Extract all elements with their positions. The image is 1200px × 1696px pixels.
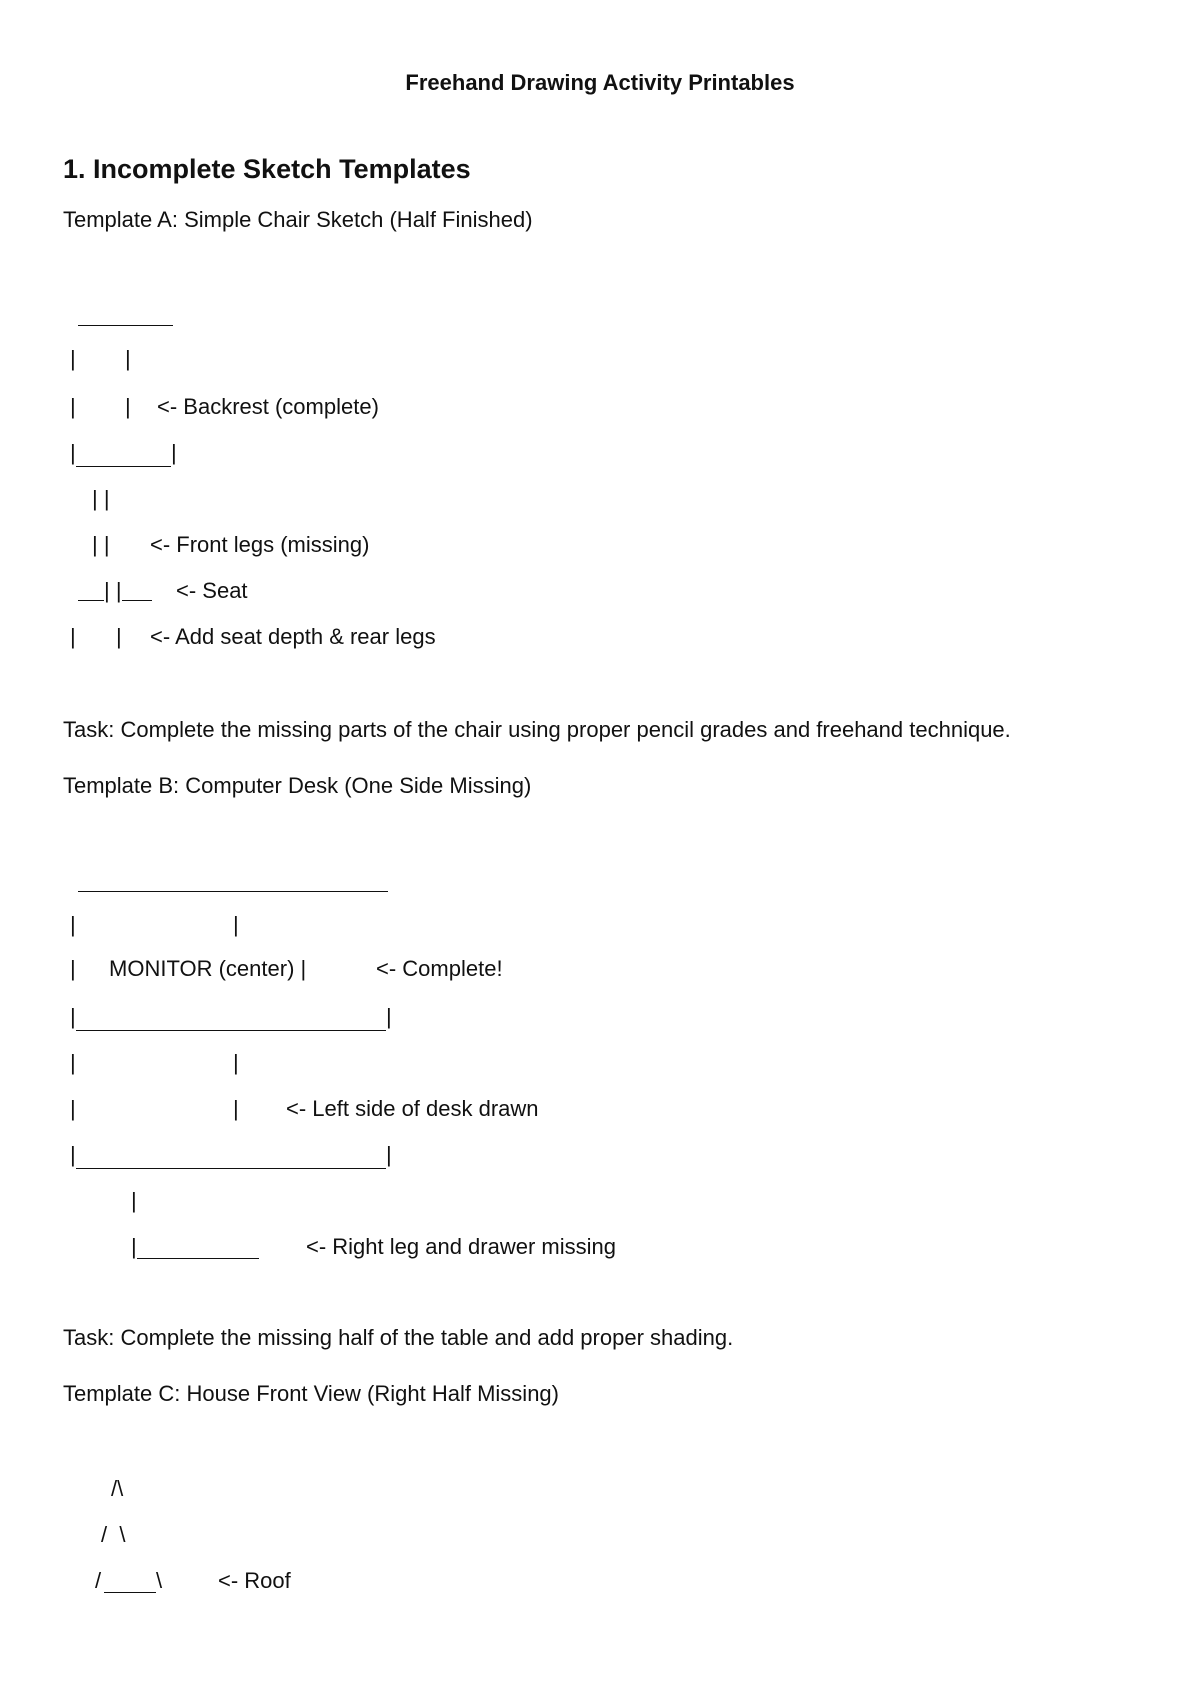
left-side-note: <- Left side of desk drawn: [286, 1096, 539, 1121]
chair-post: | |: [92, 486, 110, 511]
template-b-task: Task: Complete the missing half of the table and add proper shading.: [63, 1325, 734, 1350]
desk-monitor-bottom-right: |: [386, 1004, 392, 1029]
chair-backrest-left-edge: |: [70, 394, 76, 419]
chair-leg-left: |: [70, 624, 76, 649]
template-b-label: Template B: Computer Desk (One Side Missing): [63, 773, 532, 798]
roof-left-edge: /: [95, 1568, 102, 1593]
chair-leg-right: |: [116, 624, 122, 649]
roof-note: <- Roof: [218, 1568, 291, 1593]
roof-base-line: [104, 1592, 156, 1593]
template-c-label: Template C: House Front View (Right Half Missing): [63, 1381, 559, 1406]
chair-backrest-left-edge: |: [70, 346, 76, 371]
desk-bottom-left: |: [70, 1142, 76, 1167]
desk-monitor-inner-edge: |: [233, 912, 239, 937]
chair-seat-left-line: [78, 600, 104, 601]
desk-monitor-left-edge: |: [70, 956, 76, 981]
chair-post: | |: [92, 532, 110, 557]
chair-seat-post: | |: [104, 578, 122, 603]
desk-monitor-top-line: [78, 891, 388, 892]
rear-legs-note: <- Add seat depth & rear legs: [150, 624, 436, 649]
desk-monitor-bottom-left: |: [70, 1004, 76, 1029]
chair-backrest-top-line: [78, 325, 173, 326]
chair-backrest-bottom-line: [76, 466, 171, 467]
complete-note: <- Complete!: [376, 956, 503, 981]
desk-drawer-line: [137, 1258, 259, 1259]
template-a-task: Task: Complete the missing parts of the chair using proper pencil grades and freehand technique.: [63, 717, 1011, 742]
desk-monitor-left-edge: |: [70, 912, 76, 937]
roof-right-edge: \: [156, 1568, 163, 1593]
chair-backrest-bottom-left: |: [70, 440, 76, 465]
desk-monitor-bottom-line: [76, 1030, 386, 1031]
chair-seat-right-line: [122, 600, 152, 601]
front-legs-note: <- Front legs (missing): [150, 532, 370, 557]
desk-leg: |: [131, 1234, 137, 1259]
seat-note: <- Seat: [176, 578, 248, 603]
backrest-note: <- Backrest (complete): [157, 394, 379, 419]
desk-left-side-edge: |: [70, 1050, 76, 1075]
desk-leg: |: [131, 1188, 137, 1213]
template-a-label: Template A: Simple Chair Sketch (Half Finished): [63, 207, 533, 232]
document-title: Freehand Drawing Activity Printables: [405, 70, 795, 95]
right-leg-note: <- Right leg and drawer missing: [306, 1234, 616, 1259]
roof-slope: / \: [101, 1522, 126, 1547]
section-heading: 1. Incomplete Sketch Templates: [63, 154, 471, 184]
desk-left-side-edge: |: [70, 1096, 76, 1121]
monitor-text: MONITOR (center) |: [109, 956, 307, 981]
desk-left-side-inner: |: [233, 1050, 239, 1075]
desk-bottom-right: |: [386, 1142, 392, 1167]
chair-backrest-bottom-right: |: [171, 440, 177, 465]
desk-left-side-inner: |: [233, 1096, 239, 1121]
chair-backrest-right-edge: |: [125, 394, 131, 419]
roof-peak: /\: [111, 1476, 124, 1501]
desk-bottom-line: [76, 1168, 386, 1169]
chair-backrest-right-edge: |: [125, 346, 131, 371]
